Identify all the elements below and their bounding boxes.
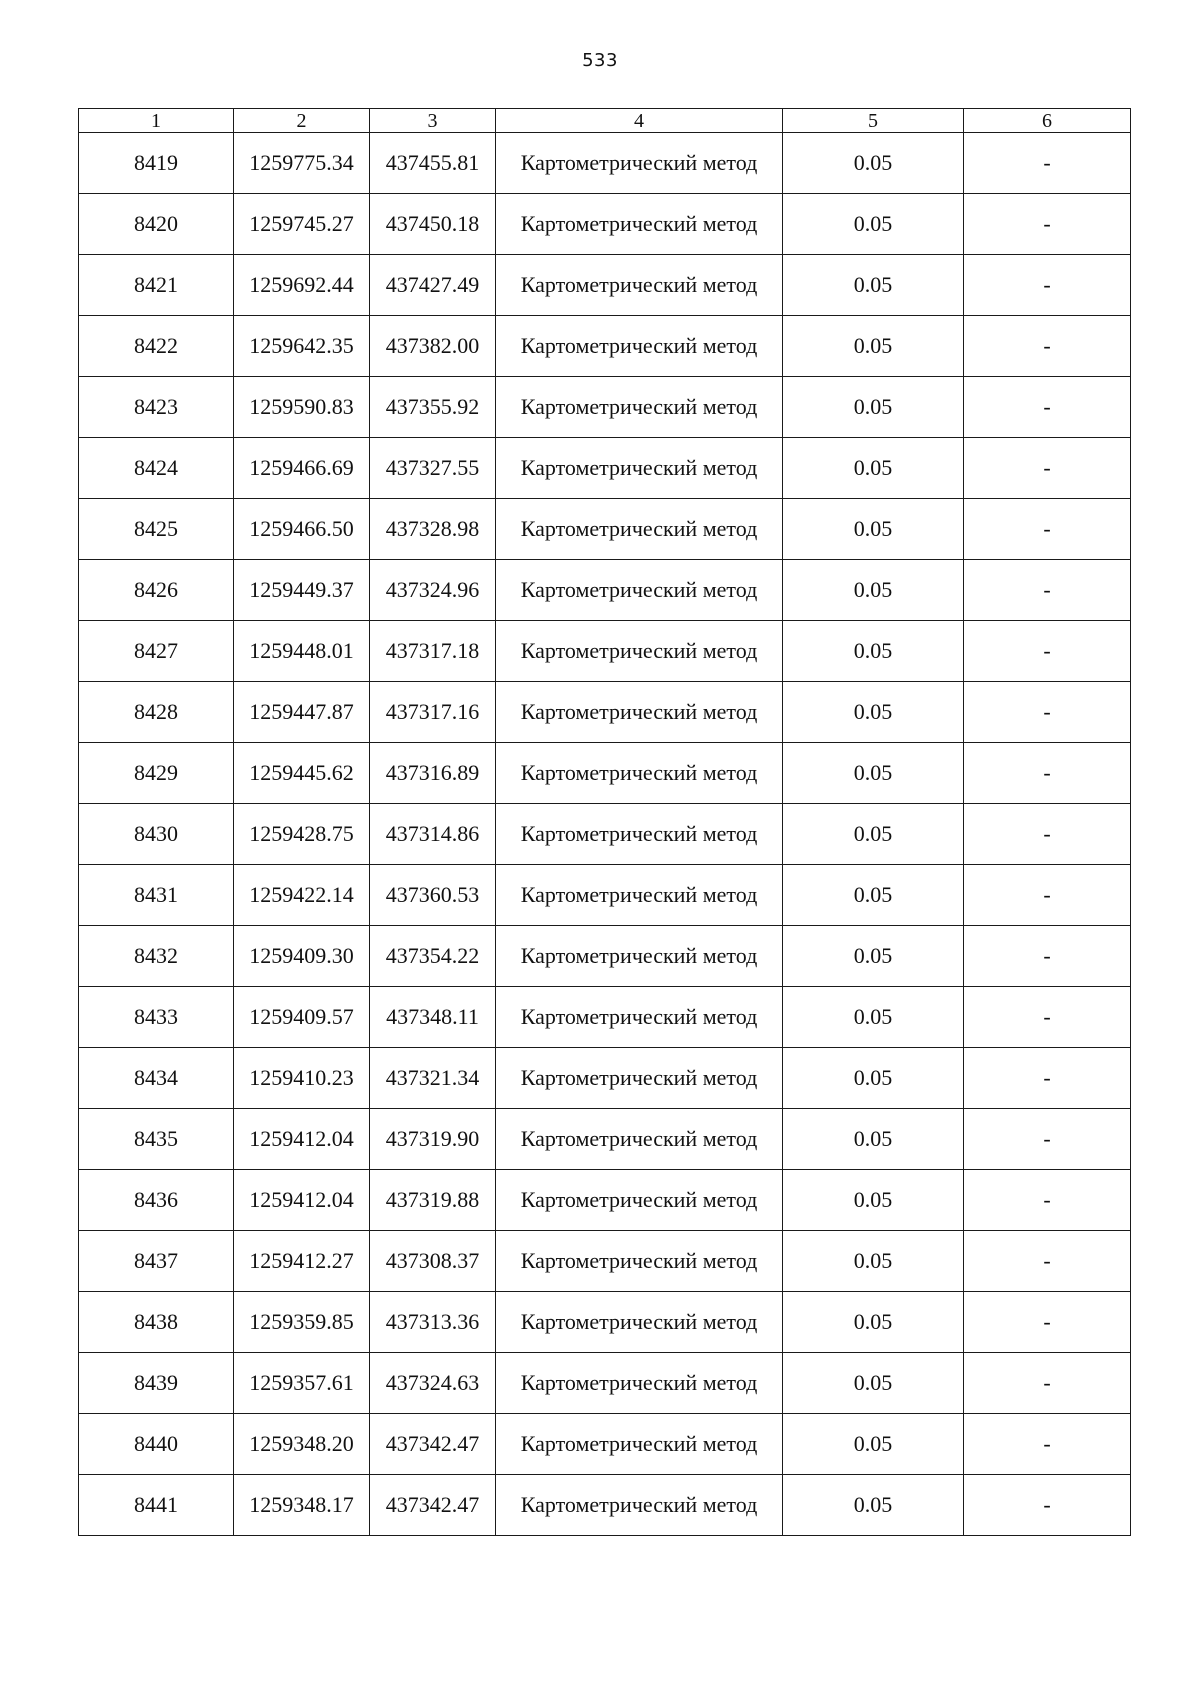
accuracy-cell: 0.05 <box>783 1109 964 1170</box>
y-coordinate-cell: 437324.96 <box>370 560 496 621</box>
point-number-cell: 8429 <box>79 743 234 804</box>
column-header: 2 <box>234 109 370 133</box>
point-number-cell: 8440 <box>79 1414 234 1475</box>
column-header: 3 <box>370 109 496 133</box>
accuracy-cell: 0.05 <box>783 1231 964 1292</box>
method-cell: Картометрический метод <box>496 987 783 1048</box>
column-header: 6 <box>964 109 1131 133</box>
x-coordinate-cell: 1259348.17 <box>234 1475 370 1536</box>
table-row <box>79 560 1131 621</box>
accuracy-cell: 0.05 <box>783 926 964 987</box>
point-number-cell: 8420 <box>79 194 234 255</box>
method-cell: Картометрический метод <box>496 316 783 377</box>
y-coordinate-cell: 437450.18 <box>370 194 496 255</box>
table-row <box>79 499 1131 560</box>
method-cell: Картометрический метод <box>496 560 783 621</box>
method-cell: Картометрический метод <box>496 1231 783 1292</box>
accuracy-cell: 0.05 <box>783 1414 964 1475</box>
method-cell: Картометрический метод <box>496 1353 783 1414</box>
y-coordinate-cell: 437342.47 <box>370 1414 496 1475</box>
table-row <box>79 316 1131 377</box>
y-coordinate-cell: 437316.89 <box>370 743 496 804</box>
point-number-cell: 8430 <box>79 804 234 865</box>
extra-cell: - <box>964 316 1131 377</box>
y-coordinate-cell: 437327.55 <box>370 438 496 499</box>
extra-cell: - <box>964 499 1131 560</box>
extra-cell: - <box>964 1109 1131 1170</box>
x-coordinate-cell: 1259447.87 <box>234 682 370 743</box>
point-number-cell: 8421 <box>79 255 234 316</box>
extra-cell: - <box>964 1353 1131 1414</box>
y-coordinate-cell: 437360.53 <box>370 865 496 926</box>
x-coordinate-cell: 1259412.04 <box>234 1109 370 1170</box>
accuracy-cell: 0.05 <box>783 560 964 621</box>
table-row <box>79 987 1131 1048</box>
coordinates-table <box>78 108 1131 1536</box>
x-coordinate-cell: 1259642.35 <box>234 316 370 377</box>
method-cell: Картометрический метод <box>496 1109 783 1170</box>
method-cell: Картометрический метод <box>496 926 783 987</box>
point-number-cell: 8434 <box>79 1048 234 1109</box>
y-coordinate-cell: 437314.86 <box>370 804 496 865</box>
x-coordinate-cell: 1259775.34 <box>234 133 370 194</box>
x-coordinate-cell: 1259466.50 <box>234 499 370 560</box>
y-coordinate-cell: 437321.34 <box>370 1048 496 1109</box>
point-number-cell: 8433 <box>79 987 234 1048</box>
accuracy-cell: 0.05 <box>783 133 964 194</box>
table-row <box>79 1231 1131 1292</box>
x-coordinate-cell: 1259357.61 <box>234 1353 370 1414</box>
table-row <box>79 682 1131 743</box>
x-coordinate-cell: 1259412.04 <box>234 1170 370 1231</box>
method-cell: Картометрический метод <box>496 621 783 682</box>
accuracy-cell: 0.05 <box>783 194 964 255</box>
x-coordinate-cell: 1259409.57 <box>234 987 370 1048</box>
method-cell: Картометрический метод <box>496 438 783 499</box>
extra-cell: - <box>964 1475 1131 1536</box>
y-coordinate-cell: 437319.88 <box>370 1170 496 1231</box>
point-number-cell: 8432 <box>79 926 234 987</box>
extra-cell: - <box>964 1414 1131 1475</box>
y-coordinate-cell: 437348.11 <box>370 987 496 1048</box>
table-row <box>79 377 1131 438</box>
point-number-cell: 8431 <box>79 865 234 926</box>
x-coordinate-cell: 1259409.30 <box>234 926 370 987</box>
y-coordinate-cell: 437382.00 <box>370 316 496 377</box>
accuracy-cell: 0.05 <box>783 1292 964 1353</box>
point-number-cell: 8435 <box>79 1109 234 1170</box>
table-row <box>79 926 1131 987</box>
column-header: 5 <box>783 109 964 133</box>
extra-cell: - <box>964 438 1131 499</box>
extra-cell: - <box>964 1048 1131 1109</box>
point-number-cell: 8426 <box>79 560 234 621</box>
x-coordinate-cell: 1259448.01 <box>234 621 370 682</box>
extra-cell: - <box>964 133 1131 194</box>
table-row <box>79 255 1131 316</box>
extra-cell: - <box>964 804 1131 865</box>
accuracy-cell: 0.05 <box>783 865 964 926</box>
extra-cell: - <box>964 1231 1131 1292</box>
table-row <box>79 865 1131 926</box>
method-cell: Картометрический метод <box>496 194 783 255</box>
table-row <box>79 804 1131 865</box>
point-number-cell: 8419 <box>79 133 234 194</box>
accuracy-cell: 0.05 <box>783 1353 964 1414</box>
x-coordinate-cell: 1259410.23 <box>234 1048 370 1109</box>
point-number-cell: 8441 <box>79 1475 234 1536</box>
method-cell: Картометрический метод <box>496 1475 783 1536</box>
method-cell: Картометрический метод <box>496 133 783 194</box>
y-coordinate-cell: 437342.47 <box>370 1475 496 1536</box>
point-number-cell: 8427 <box>79 621 234 682</box>
x-coordinate-cell: 1259466.69 <box>234 438 370 499</box>
x-coordinate-cell: 1259428.75 <box>234 804 370 865</box>
table-row <box>79 194 1131 255</box>
extra-cell: - <box>964 682 1131 743</box>
x-coordinate-cell: 1259422.14 <box>234 865 370 926</box>
table-row <box>79 1109 1131 1170</box>
accuracy-cell: 0.05 <box>783 621 964 682</box>
column-header: 1 <box>79 109 234 133</box>
y-coordinate-cell: 437354.22 <box>370 926 496 987</box>
accuracy-cell: 0.05 <box>783 377 964 438</box>
table-header-row <box>79 109 1131 133</box>
table-row <box>79 743 1131 804</box>
y-coordinate-cell: 437317.16 <box>370 682 496 743</box>
table-row <box>79 1475 1131 1536</box>
y-coordinate-cell: 437317.18 <box>370 621 496 682</box>
accuracy-cell: 0.05 <box>783 1170 964 1231</box>
point-number-cell: 8438 <box>79 1292 234 1353</box>
method-cell: Картометрический метод <box>496 682 783 743</box>
extra-cell: - <box>964 194 1131 255</box>
method-cell: Картометрический метод <box>496 1414 783 1475</box>
extra-cell: - <box>964 255 1131 316</box>
y-coordinate-cell: 437328.98 <box>370 499 496 560</box>
method-cell: Картометрический метод <box>496 255 783 316</box>
point-number-cell: 8439 <box>79 1353 234 1414</box>
accuracy-cell: 0.05 <box>783 499 964 560</box>
method-cell: Картометрический метод <box>496 1170 783 1231</box>
y-coordinate-cell: 437319.90 <box>370 1109 496 1170</box>
extra-cell: - <box>964 743 1131 804</box>
x-coordinate-cell: 1259745.27 <box>234 194 370 255</box>
point-number-cell: 8436 <box>79 1170 234 1231</box>
y-coordinate-cell: 437324.63 <box>370 1353 496 1414</box>
point-number-cell: 8423 <box>79 377 234 438</box>
method-cell: Картометрический метод <box>496 377 783 438</box>
table-row <box>79 1170 1131 1231</box>
method-cell: Картометрический метод <box>496 865 783 926</box>
x-coordinate-cell: 1259348.20 <box>234 1414 370 1475</box>
y-coordinate-cell: 437313.36 <box>370 1292 496 1353</box>
table-row <box>79 1414 1131 1475</box>
y-coordinate-cell: 437455.81 <box>370 133 496 194</box>
extra-cell: - <box>964 560 1131 621</box>
accuracy-cell: 0.05 <box>783 682 964 743</box>
x-coordinate-cell: 1259590.83 <box>234 377 370 438</box>
method-cell: Картометрический метод <box>496 1292 783 1353</box>
x-coordinate-cell: 1259412.27 <box>234 1231 370 1292</box>
table-row <box>79 1048 1131 1109</box>
point-number-cell: 8437 <box>79 1231 234 1292</box>
extra-cell: - <box>964 987 1131 1048</box>
extra-cell: - <box>964 865 1131 926</box>
accuracy-cell: 0.05 <box>783 804 964 865</box>
extra-cell: - <box>964 621 1131 682</box>
accuracy-cell: 0.05 <box>783 743 964 804</box>
y-coordinate-cell: 437308.37 <box>370 1231 496 1292</box>
table-row <box>79 133 1131 194</box>
method-cell: Картометрический метод <box>496 499 783 560</box>
accuracy-cell: 0.05 <box>783 316 964 377</box>
page-number: 533 <box>582 50 618 71</box>
x-coordinate-cell: 1259359.85 <box>234 1292 370 1353</box>
accuracy-cell: 0.05 <box>783 1475 964 1536</box>
x-coordinate-cell: 1259692.44 <box>234 255 370 316</box>
extra-cell: - <box>964 377 1131 438</box>
point-number-cell: 8424 <box>79 438 234 499</box>
y-coordinate-cell: 437355.92 <box>370 377 496 438</box>
table-row <box>79 438 1131 499</box>
table-body <box>79 133 1131 1536</box>
point-number-cell: 8422 <box>79 316 234 377</box>
x-coordinate-cell: 1259449.37 <box>234 560 370 621</box>
column-header: 4 <box>496 109 783 133</box>
accuracy-cell: 0.05 <box>783 255 964 316</box>
point-number-cell: 8425 <box>79 499 234 560</box>
extra-cell: - <box>964 926 1131 987</box>
method-cell: Картометрический метод <box>496 804 783 865</box>
accuracy-cell: 0.05 <box>783 987 964 1048</box>
table-row <box>79 1292 1131 1353</box>
table-row <box>79 621 1131 682</box>
accuracy-cell: 0.05 <box>783 1048 964 1109</box>
extra-cell: - <box>964 1170 1131 1231</box>
table-row <box>79 1353 1131 1414</box>
x-coordinate-cell: 1259445.62 <box>234 743 370 804</box>
y-coordinate-cell: 437427.49 <box>370 255 496 316</box>
extra-cell: - <box>964 1292 1131 1353</box>
point-number-cell: 8428 <box>79 682 234 743</box>
method-cell: Картометрический метод <box>496 1048 783 1109</box>
method-cell: Картометрический метод <box>496 743 783 804</box>
accuracy-cell: 0.05 <box>783 438 964 499</box>
